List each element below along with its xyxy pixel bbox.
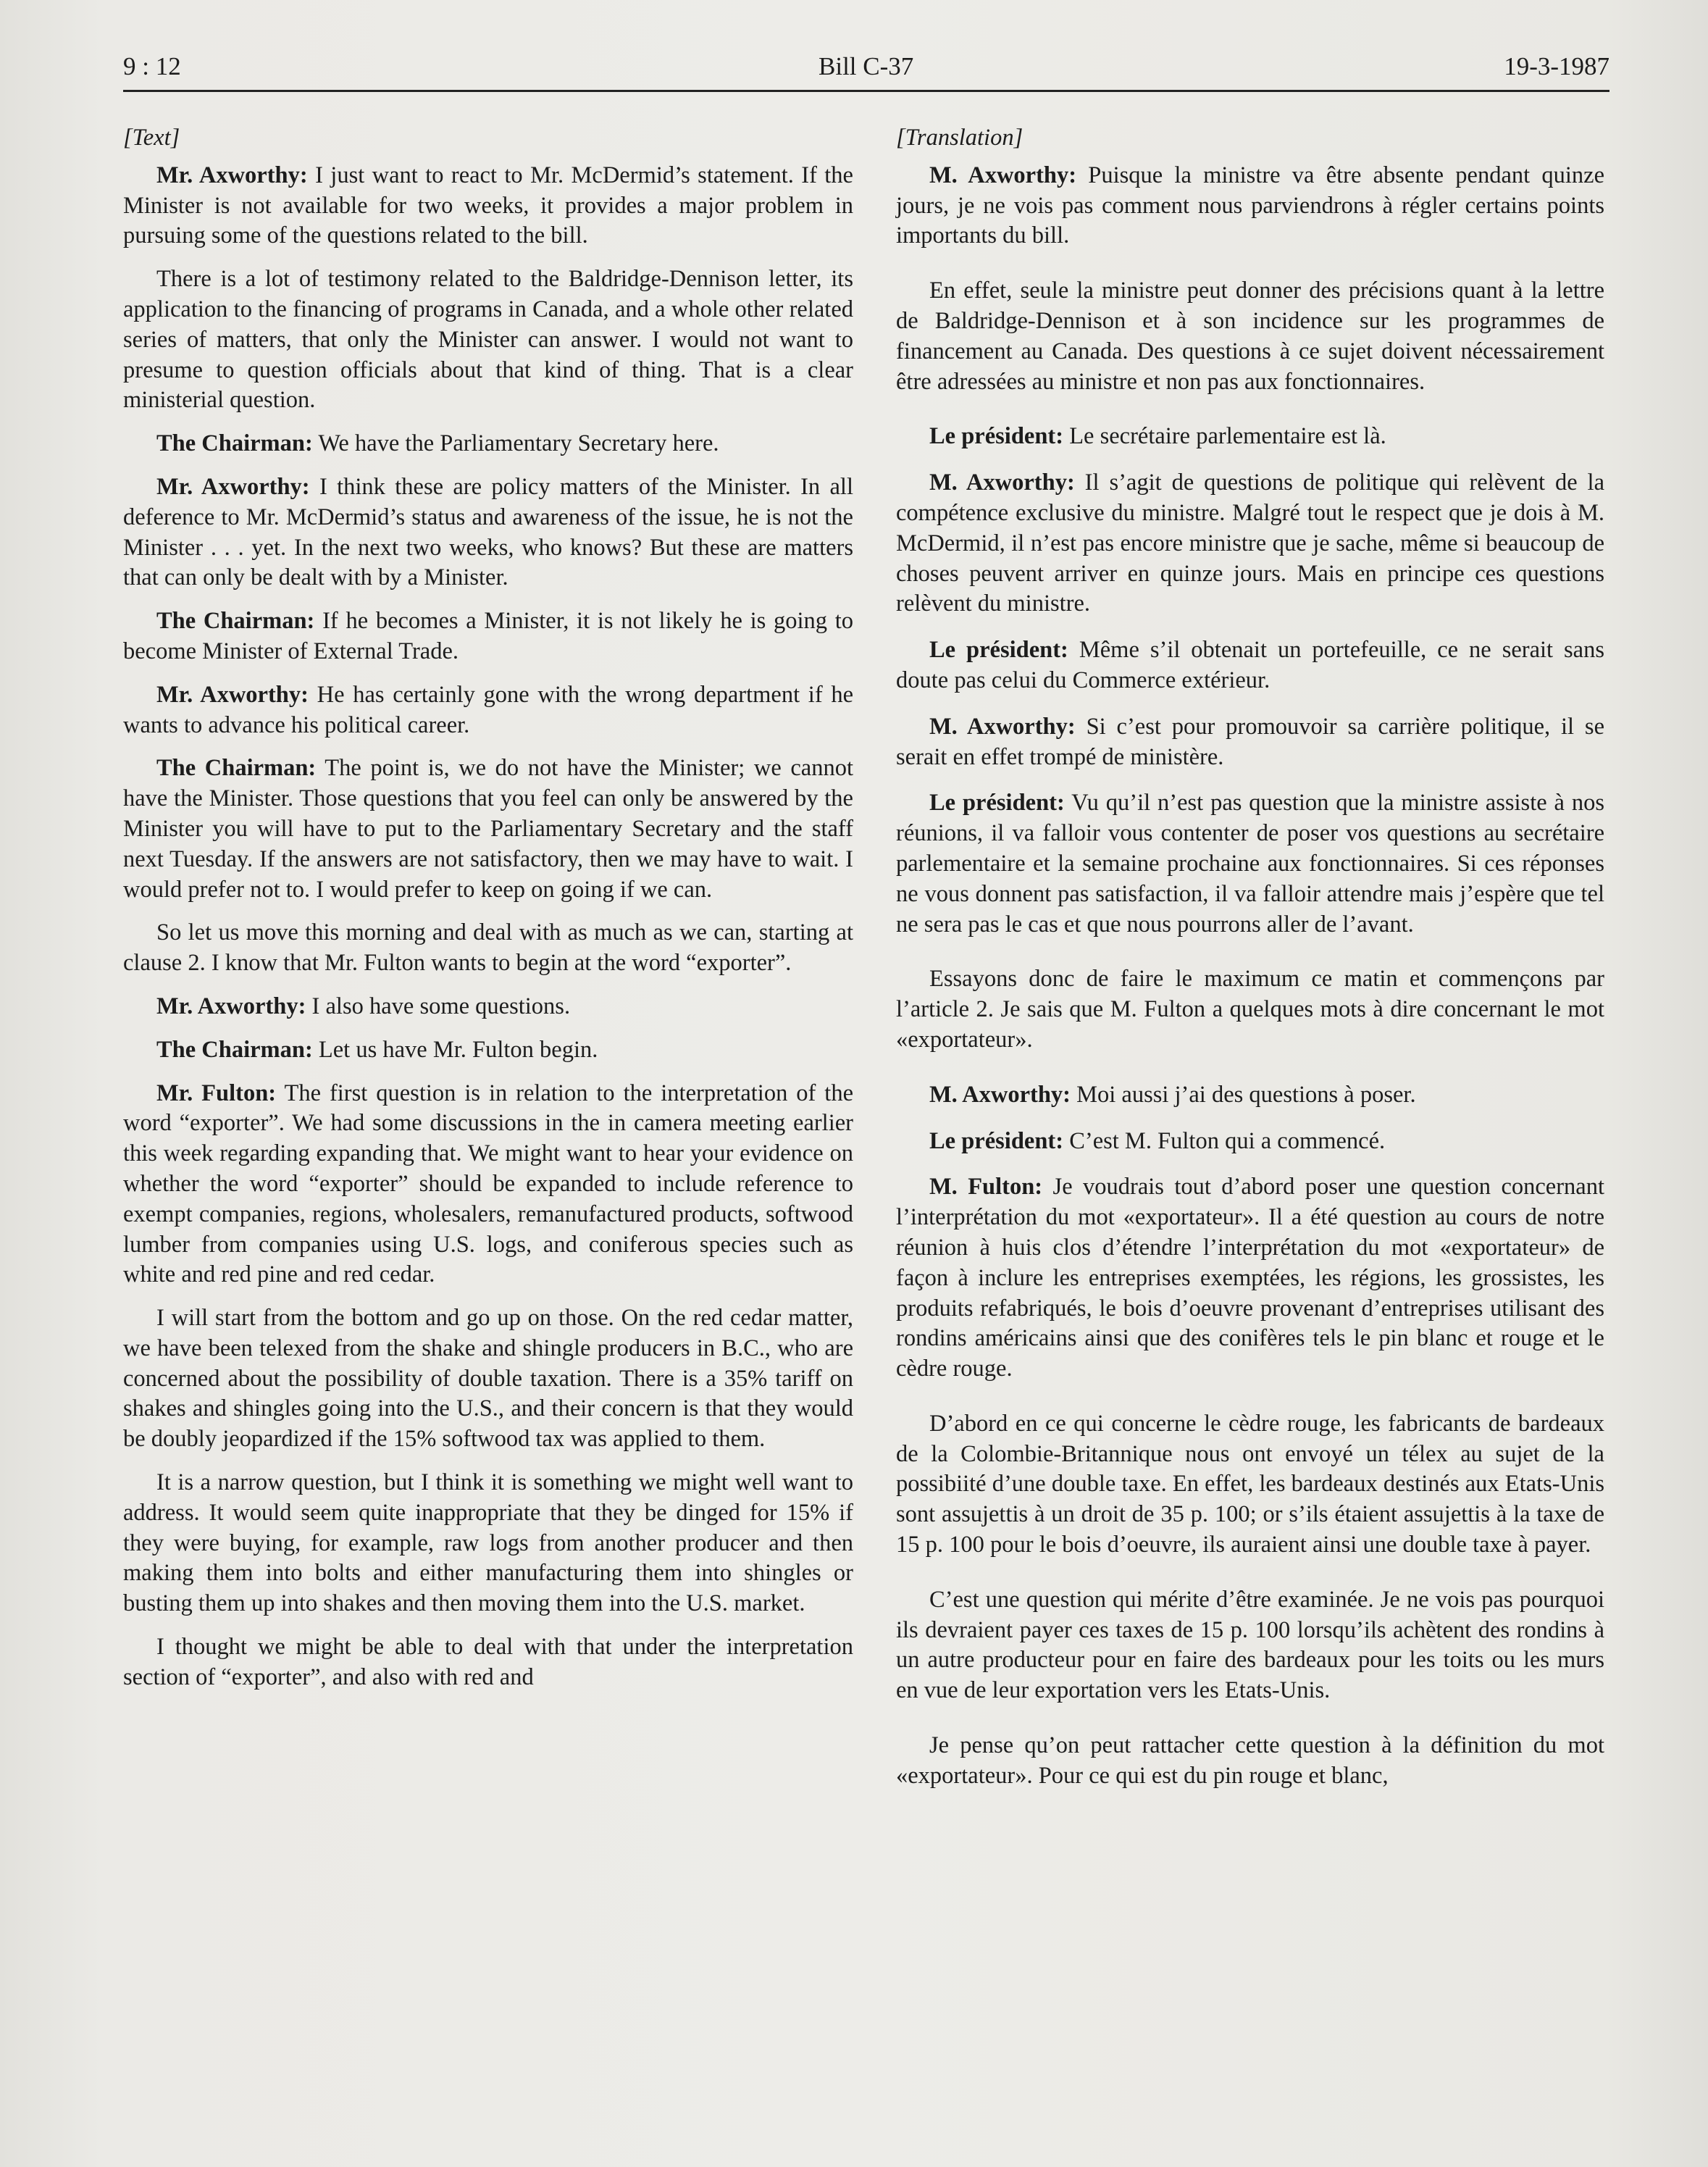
en-para-2 bbox=[123, 264, 853, 416]
speech: Si c’est pour promouvoir sa carrière politique, il se serait en effet trompé de ministère. bbox=[896, 713, 1604, 770]
fr-para-10 bbox=[896, 1127, 1604, 1157]
speaker: The Chairman: bbox=[156, 1036, 313, 1063]
en-para-5 bbox=[123, 606, 853, 667]
bill-title: Bill C-37 bbox=[819, 52, 914, 80]
header-rule bbox=[123, 90, 1609, 92]
en-para-9 bbox=[123, 992, 853, 1022]
text-tag: [Text] bbox=[123, 125, 180, 151]
speech: Il s’agit de questions de politique qui relèvent de la compétence exclusive du ministre. Malgré tout le respect que je dois à M. McDermid, il n’est pas encore ministre que je sache, même si beaucoup de choses peuvent arriver en quinze jours. Mais en principe ces questions relèvent du ministre. bbox=[896, 469, 1605, 617]
speech: If he becomes a Minister, it is not likely he is going to become Minister of External Trade. bbox=[123, 608, 853, 664]
en-para-6 bbox=[123, 680, 853, 741]
en-para-13 bbox=[123, 1468, 853, 1619]
speech: I just want to react to Mr. McDermid’s statement. If the Minister is not available for two weeks, it provides a major problem in pursuing some of the questions related to the bill. bbox=[123, 162, 853, 249]
fr-para-8 bbox=[896, 964, 1604, 1055]
en-para-1 bbox=[123, 161, 853, 251]
speech: Je voudrais tout d’abord poser une question concernant l’interprétation du mot «exportateur». Il a été question au cours de notre réunion à huis clos d’étendre l’interprétation du mot «exportateur» de façon à inclure les entreprises exemptées, les régions, les grossistes, les produits refabriqués, le bois d’oeuvre provenant d’entreprises utilisant des rondins américains ainsi que des conifères tels le pin blanc et rouge et le cèdre rouge. bbox=[896, 1174, 1604, 1382]
speaker: Le président: bbox=[929, 790, 1065, 817]
speaker: M. Axworthy: bbox=[929, 1081, 1071, 1108]
speech: Moi aussi j’ai des questions à poser. bbox=[1070, 1081, 1416, 1108]
en-para-3 bbox=[123, 429, 853, 459]
speech: I thought we might be able to deal with that under the interpretation section of “exporter”, and also with red and bbox=[123, 1634, 853, 1690]
speech: Le secrétaire parlementaire est là. bbox=[1063, 423, 1386, 450]
fr-para-9 bbox=[896, 1080, 1604, 1111]
speaker: Mr. Axworthy: bbox=[156, 162, 308, 188]
speaker: M. Axworthy: bbox=[929, 469, 1075, 496]
speaker: Mr. Axworthy: bbox=[156, 993, 306, 1019]
meeting-date: 19-3-1987 bbox=[1504, 52, 1609, 80]
page-header bbox=[123, 46, 1609, 87]
speech: The point is, we do not have the Minister; we cannot have the Minister. Those questions that you feel can only be answered by the Minister you will have to put to the Parliamentary Secretary and the staff next Tuesday. If the answers are not satisfactory, then we may have to wait. I would prefer not to. I would prefer to keep on going if we can. bbox=[123, 755, 853, 903]
fr-para-5 bbox=[896, 635, 1604, 696]
en-para-8 bbox=[123, 918, 853, 979]
speaker: Mr. Fulton: bbox=[156, 1080, 277, 1106]
speech: Je pense qu’on peut rattacher cette question à la définition du mot «exportateur». Pour ce qui est du pin rouge et blanc, bbox=[896, 1732, 1604, 1789]
speech: I will start from the bottom and go up on those. On the red cedar matter, we have been telexed from the shake and shingle producers in B.C., who are concerned about the possibility of double taxation. There is a 35% tariff on shakes and shingles going into the U.S., and their concern is that they would be doubly jeopardized if the 15% softwood tax was applied to them. bbox=[123, 1305, 853, 1453]
fr-para-3 bbox=[896, 422, 1604, 452]
speech: It is a narrow question, but I think it is something we might well want to address. It would seem quite inappropriate that they be dinged for 15% if they were buying, for example, raw logs from another producer and then making them into bolts and either manufacturing them into shingles or busting them up into shakes and then moving them into the U.S. market. bbox=[123, 1469, 853, 1617]
speech: Même s’il obtenait un portefeuille, ce ne serait sans doute pas celui du Commerce extérieur. bbox=[896, 637, 1604, 693]
fr-para-13 bbox=[896, 1585, 1604, 1706]
speaker: Mr. Axworthy: bbox=[156, 681, 309, 708]
speech: D’abord en ce qui concerne le cèdre rouge, les fabricants de bardeaux de la Colombie-Britannique nous ont envoyé un télex au sujet de la possibiité d’une double taxe. En effet, les bardeaux destinés aux Etats-Unis sont assujettis à un droit de 35 p. 100; or s’ils étaient assujettis à la taxe de 15 p. 100 pour le bois d’oeuvre, ils auraient ainsi une double taxe à payer. bbox=[896, 1410, 1604, 1558]
fr-para-6 bbox=[896, 712, 1604, 773]
speaker: Le président: bbox=[929, 1127, 1064, 1154]
speech: C’est M. Fulton qui a commencé. bbox=[1063, 1127, 1386, 1154]
speech: Let us have Mr. Fulton begin. bbox=[312, 1036, 598, 1063]
page-number: 9 : 12 bbox=[123, 52, 181, 80]
en-para-12 bbox=[123, 1303, 853, 1455]
speech: There is a lot of testimony related to the Baldridge-Dennison letter, its application to the financing of programs in Canada, and a whole other related series of matters, that only the Minister can answer. I would not want to presume to question officials about that kind of thing. That is a clear ministerial question. bbox=[123, 266, 853, 414]
fr-para-1 bbox=[896, 161, 1604, 251]
speech: The first question is in relation to the interpretation of the word “exporter”. We had some discussions in the in camera meeting earlier this week regarding expanding that. We might want to hear your evidence on whether the word “exporter” should be expanded to include reference to exempt companies, regions, wholesalers, remanufactured products, softwood lumber from companies using U.S. logs, and coniferous species such as white and red pine and red cedar. bbox=[123, 1080, 853, 1288]
en-para-10 bbox=[123, 1035, 853, 1066]
speaker: M. Axworthy: bbox=[929, 162, 1077, 188]
en-para-11 bbox=[123, 1079, 853, 1291]
english-column bbox=[123, 123, 853, 1706]
fr-para-4 bbox=[896, 468, 1604, 619]
speech: En effet, seule la ministre peut donner des précisions quant à la lettre de Baldridge-Dennison et à son incidence sur les programmes de financement au Canada. Des questions à ce sujet doivent nécessairement être adressées au ministre et non pas aux fonctionnaires. bbox=[896, 277, 1604, 395]
en-para-14 bbox=[123, 1632, 853, 1693]
fr-para-12 bbox=[896, 1409, 1604, 1561]
en-para-7 bbox=[123, 753, 853, 905]
fr-para-7 bbox=[896, 788, 1604, 940]
speech: Vu qu’il n’est pas question que la ministre assiste à nos réunions, il va falloir vous contenter de poser vos questions au secrétaire parlementaire et la semaine prochaine aux fonctionnaires. Si ces réponses ne vous donnent pas satisfaction, il va falloir attendre mais j’espère que tel ne sera pas le cas et que nous pourrons aller de l’avant. bbox=[896, 790, 1604, 938]
speaker: The Chairman: bbox=[156, 430, 313, 457]
speaker: The Chairman: bbox=[156, 608, 315, 635]
translation-tag: [Translation] bbox=[896, 125, 1023, 151]
speech: Essayons donc de faire le maximum ce matin et commençons par l’article 2. Je sais que M. Fulton a quelques mots à dire concernant le mot «exportateur». bbox=[896, 966, 1604, 1053]
speech: I also have some questions. bbox=[306, 993, 571, 1019]
speaker: M. Axworthy: bbox=[929, 713, 1076, 740]
speaker: Mr. Axworthy: bbox=[156, 473, 310, 500]
speaker: The Chairman: bbox=[156, 755, 317, 782]
speech: He has certainly gone with the wrong department if he wants to advance his political career. bbox=[123, 681, 853, 738]
french-column bbox=[896, 123, 1604, 1808]
speech: Puisque la ministre va être absente pendant quinze jours, je ne vois pas comment nous parviendrons à régler certains points importants du bill. bbox=[896, 162, 1604, 249]
speaker: Le président: bbox=[929, 637, 1068, 664]
en-para-4 bbox=[123, 472, 853, 593]
speaker: Le président: bbox=[929, 423, 1064, 450]
fr-para-14 bbox=[896, 1731, 1604, 1792]
speech: We have the Parliamentary Secretary here. bbox=[312, 430, 719, 457]
fr-para-2 bbox=[896, 276, 1604, 397]
speech: I think these are policy matters of the Minister. In all deference to Mr. McDermid’s status and awareness of the issue, he is not the Minister . . . yet. In the next two weeks, who knows? But these are matters that can only be dealt with by a Minister. bbox=[123, 473, 853, 591]
fr-para-11 bbox=[896, 1172, 1604, 1385]
speech: C’est une question qui mérite d’être examinée. Je ne vois pas pourquoi ils devraient payer ces taxes de 15 p. 100 lorsqu’ils achètent des rondins à un autre producteur pour en faire des bardeaux pour les toits ou les murs en vue de leur exportation vers les Etats-Unis. bbox=[896, 1586, 1604, 1704]
speaker: M. Fulton: bbox=[929, 1174, 1043, 1201]
speech: So let us move this morning and deal with as much as we can, starting at clause 2. I know that Mr. Fulton wants to begin at the word “exporter”. bbox=[123, 919, 853, 977]
